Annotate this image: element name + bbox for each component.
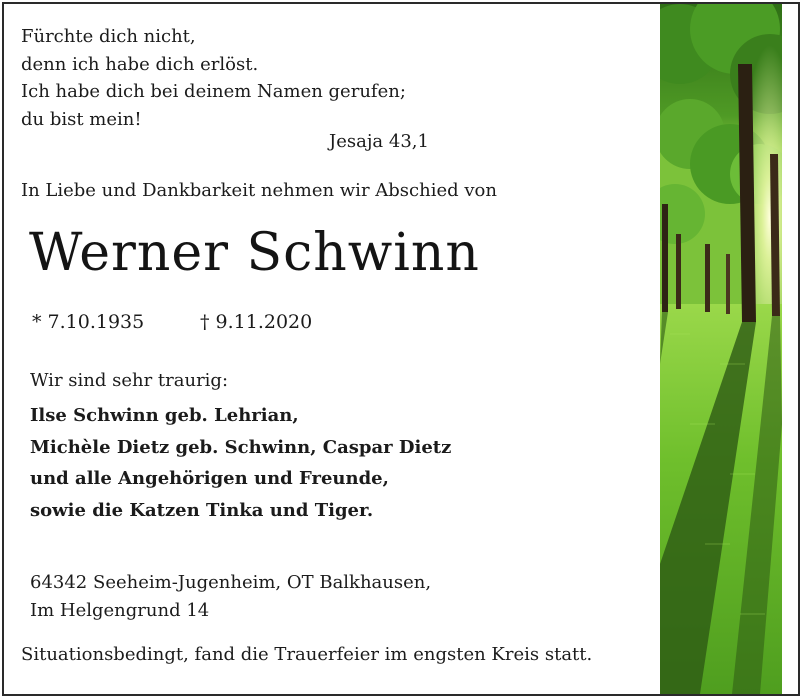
life-dates [32,311,313,333]
verse-line: Ich habe dich bei deinem Namen gerufen; [21,81,406,102]
deceased-name: Werner Schwinn [29,223,480,283]
mourner-line: und alle Angehörigen und Freunde, [30,468,389,489]
funeral-notice: Situationsbedingt, fand die Trauerfeier im engsten Kreis statt. [21,644,593,665]
verse-line: denn ich habe dich erlöst. [21,53,259,75]
mourner-line: Michèle Dietz geb. Schwinn, Caspar Dietz [30,436,452,458]
birth-date: * 7.10.1935 [32,311,145,333]
mourners-list [30,400,451,526]
address-line: 64342 Seeheim-Jugenheim, OT Balkhausen, [30,572,432,593]
verse-line: du bist mein! [21,108,142,130]
park-trees-illustration [660,4,782,694]
verse-line: Fürchte dich nicht, [21,26,196,47]
farewell-intro: In Liebe und Dankbarkeit nehmen wir Abschied von [21,180,497,201]
mourners-intro: Wir sind sehr traurig: [30,370,229,391]
park-trees-photo [660,4,782,694]
death-date: † 9.11.2020 [200,311,313,333]
notice-text-column [4,4,654,694]
address-line: Im Helgengrund 14 [30,600,210,621]
mourner-line: Ilse Schwinn geb. Lehrian, [30,405,299,426]
bible-verse [21,23,406,133]
mourner-line: sowie die Katzen Tinka und Tiger. [30,499,374,521]
address [30,569,431,625]
obituary-notice [2,2,800,696]
verse-reference: Jesaja 43,1 [329,131,429,152]
